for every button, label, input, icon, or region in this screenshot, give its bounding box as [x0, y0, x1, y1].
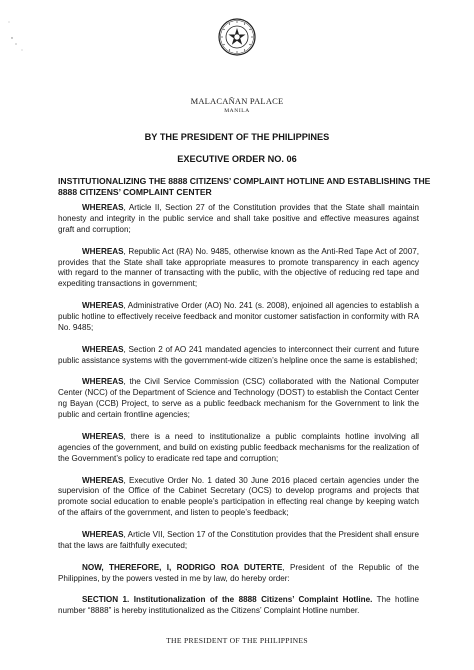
paragraph — [58, 563, 419, 585]
paragraph — [58, 476, 419, 520]
order-number: EXECUTIVE ORDER NO. 06 — [177, 154, 297, 164]
paragraph-lead: WHEREAS — [82, 301, 124, 311]
paragraph-text: , Article II, Section 27 of the Constitution provides that the State shall maintain honesty and integrity in the public service and shall take positive and effective measures against graft and corruption; — [58, 203, 419, 234]
paragraph — [58, 203, 419, 236]
palace-city: MANILA — [224, 108, 250, 114]
paragraph — [58, 247, 419, 291]
paragraph-lead: NOW, THEREFORE, I, RODRIGO ROA DUTERTE — [82, 562, 283, 572]
paragraph — [58, 432, 419, 465]
paragraph-text: The hotline number “8888” is hereby institutionalized as the Citizens’ Complaint Hotline number. — [58, 595, 419, 616]
paragraph — [58, 301, 419, 334]
paragraph — [58, 530, 419, 552]
paragraph-text: , there is a need to institutionalize a public complaints hotline involving all agencies of the government, and build on existing public feedback mechanisms for the realization of the Government’s policy to eradicate red tape and corruption; — [58, 431, 419, 463]
paragraph-lead: WHEREAS — [82, 475, 124, 485]
paragraph-lead: WHEREAS — [82, 246, 124, 256]
paragraph-lead: WHEREAS — [82, 344, 124, 354]
palace-name: MALACAÑAN PALACE — [190, 96, 284, 106]
paragraph — [58, 595, 419, 617]
paragraph — [58, 377, 419, 421]
paragraph-text: , Executive Order No. 1 dated 30 June 2016 placed certain agencies under the supervision of the Office of the Cabinet Secretary (OCS) to develop programs and projects that promote social education to enable people’s participation in effecting real change by keeping watch of the affairs of the government, and listen to people’s feedback; — [58, 475, 419, 518]
paragraph-lead: SECTION 1. Institutionalization of the 8888 Citizens’ Complaint Hotline. — [82, 595, 373, 605]
paragraph-lead: WHEREAS — [82, 203, 124, 212]
page-footer: THE PRESIDENT OF THE PHILIPPINES — [166, 636, 308, 645]
issuer-heading: BY THE PRESIDENT OF THE PHILIPPINES — [144, 132, 330, 142]
paragraph-text: , Administrative Order (AO) No. 241 (s. 2008), enjoined all agencies to establish a public hotline to effectively receive feedback and monitor customer satisfaction in conformity with RA No. 9485; — [58, 301, 419, 332]
order-title: INSTITUTIONALIZING THE 8888 CITIZENS’ COMPLAINT HOTLINE AND ESTABLISHING THE 8888 CITIZENS’ COMPLAINT CENTER — [58, 176, 431, 197]
paragraph-text: , Section 2 of AO 241 mandated agencies to interconnect their current and future public assistance systems with the government-wide citizen’s helpline once the same is established; — [58, 344, 419, 365]
paragraph-lead: WHEREAS — [82, 530, 124, 540]
paragraph — [58, 345, 419, 367]
paragraph-text: , Republic Act (RA) No. 9485, otherwise known as the Anti-Red Tape Act of 2007, provides that the State shall take appropriate measures to promote transparency in each agency with regard to the manner of transacting with the public, with the objective of reducing red tape and expediting transactions in government; — [58, 246, 419, 289]
paragraph-text: , the Civil Service Commission (CSC) collaborated with the National Computer Center (NCC) of the Department of Science and Technology (DOST) to establish the Contact Center ng Bayan (CCB) Project, to serve as a public feedback mechanism for the Government to link the public and certain frontline agencies; — [58, 377, 419, 420]
paragraph-text: , Article VII, Section 17 of the Constitution provides that the President shall ensure that the laws are faithfully executed; — [58, 530, 419, 550]
paragraph-lead: WHEREAS — [82, 431, 124, 441]
paragraph-lead: WHEREAS — [82, 377, 124, 387]
order-body — [58, 203, 419, 628]
paragraph-text: , President of the Republic of the Philippines, by the powers vested in me by law, do hereby order: — [58, 562, 419, 583]
presidential-seal-icon — [218, 18, 256, 56]
